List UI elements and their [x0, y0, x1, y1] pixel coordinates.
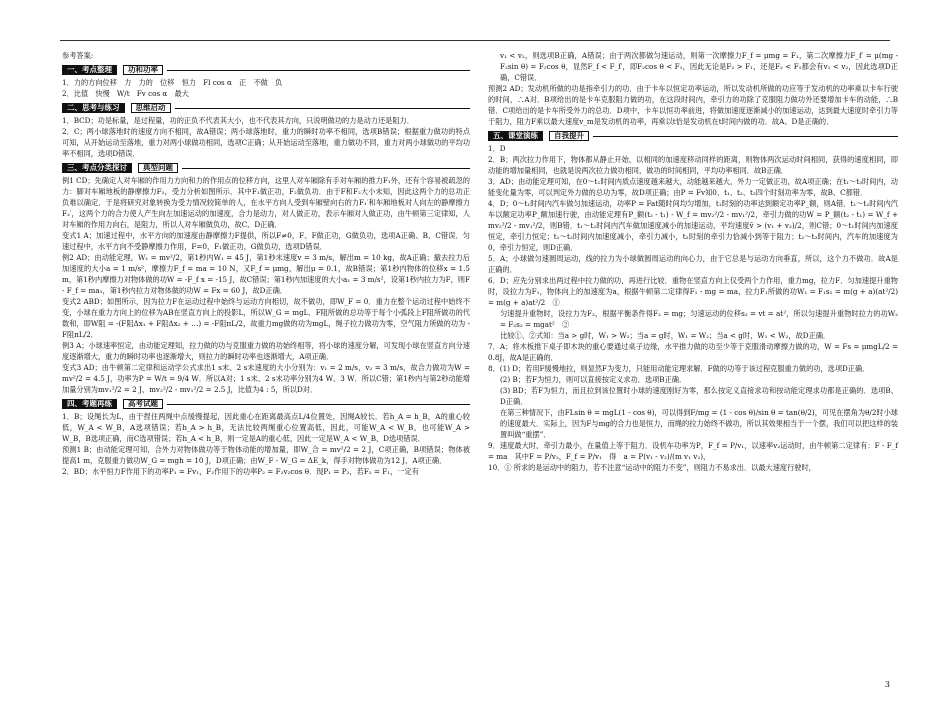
right-column: [488, 50, 898, 473]
section-5-topic: 自我提升: [549, 131, 589, 141]
paragraph: 1．D: [488, 144, 506, 153]
section-rule: [175, 108, 471, 109]
paragraph: 8．(1) D；若用F缓慢地拉，则显然F为变力，只能用动能定理求解．F做的功等于该过程克服重力做的功，选项D正确．: [488, 364, 870, 373]
paragraph: 预测2 AD；发动机所做的功是指牵引力的功．由于卡车以恒定功率运动，所以发动机所做的功应等于发动机的功率乘以卡车行驶的时间，∴A对．B项给出的是卡车克服阻力做的功，在这段时间内，牵引力的功除了克服阻力做功外还要增加卡车的动能，∴B错．C项给出的是卡车所受外力的总功．D项中，卡车以恒功率前进，将做加速度逐渐减小的加速运动，达到最大速度时牵引力等于阻力，阻力F乘以最大速度v_m是发动机的功率，再乘以t恰是发动机在t时间内做的功．故A、D是正确的．: [488, 84, 898, 126]
paragraph: 匀速提升重物时，设拉力为F₂，根据平衡条件得F₂ = mg；匀速运动的位移s₂ = vt = at²，所以匀速提升重物时拉力的功W₂ = F₂s₂ = mgat² ②: [500, 309, 898, 329]
paragraph: 10．① 所求的是运动中的阻力，若不注意“运动中的阻力不变”，则阻力不易求出．以最大速度行驶时，: [488, 463, 816, 472]
section-3-topic: 典型问题: [138, 163, 178, 173]
paragraph: 变式3 AD；由牛顿第二定律和运动学公式求出1 s末、2 s末速度的大小分别为：v₁ = 2 m/s，v₂ = 3 m/s，故合力做功为W = mv²/2 = 4.5 J，功率为P = W/t = 9/4 W．所以A对；1 s末、2 s末功率分别为4 W、3 W．所以C错；第1秒内与第2秒动能增加量分别为mv₁²/2 = 2 J、mv₂²/2 - mv₁²/2 = 2.5 J，比值为4 : 5，所以D对．: [62, 363, 470, 394]
top-rule: [60, 40, 890, 41]
paragraph: 3．AD；由动能定理可知，在0～t₁时间内质点速度越来越大，动能越来越大，外力一定做正功，故A项正确；在t₁～t₃时间内，动能变化量为零，可以判定外力做的总功为零，故D项正确；由P = Fv知0、t₁、t₂、t₃四个时刻功率为零，故B、C都错．: [488, 177, 898, 197]
section-2-topic: 思维启动: [131, 103, 171, 113]
paragraph: 比较①、②式知：当a > g时，W₁ > W₂；当a = g时，W₁ = W₂；当a < g时，W₁ < W₂，故D正确．: [500, 331, 831, 340]
section-1-topic: 功和功率: [123, 65, 163, 75]
paragraph: 2．比值 快慢 W/t Fv cos α 最大: [62, 89, 189, 98]
section-rule: [593, 136, 898, 137]
paragraph: 2．B；两次拉力作用下，物体都从静止开始，以相同的加速度移动同样的距离，则物体两次运动时间相同，获得的速度相同，即动能的增加量相同，也就是说两次拉力做功相同，做功的时间相同，平均功率相同．故B正确．: [488, 155, 898, 175]
answers-title: 参考答案:: [62, 51, 94, 60]
section-2-heading: [62, 103, 470, 113]
section-3-heading: [62, 163, 470, 173]
paragraph: 5．A；小球做匀速圆周运动，线的拉力为小球做圆周运动的向心力，由于它总是与运动方向垂直，所以，这个力不做功．故A是正确的．: [488, 254, 898, 274]
paragraph: 6．D；应先分别求出两过程中拉力做的功，再进行比较．重物在竖直方向上仅受两个力作用，重力mg，拉力F．匀加速提升重物时，设拉力为F₁，物体向上的加速度为a，根据牛顿第二定律得F₁ - mg = ma，拉力F₁所做的功W₁ = F₁s₁ = m(g + a)(at²/2) = m(g + a)at²/2 ①: [488, 276, 898, 307]
paragraph: 例1 CD；先确定人对车厢的作用力方向和力的作用点的位移方向，这里人对车厢除有手对车厢的推力F₁外，还有个容易被疏忽的力：脚对车厢地板的静摩擦力F₂，受力分析如图所示．其中F₁做正功，F₂做负功．由于F和F₂大小未知，因此这两个力的总功正负难以确定．于是将研究对象转换为受力情况较简单的人，在水平方向人受到车厢壁向右的力F₁′和车厢地板对人向左的静摩擦力F₂′，这两个力的合力使人产生向左加速运动的加速度，合力是动力，对人做正功，表示车厢对人做正功，由牛顿第三定律知，人对车厢的作用力向右，是阻力，所以人对车厢做负功，故C、D正确．: [62, 176, 470, 229]
section-rule: [167, 70, 470, 71]
paragraph: 7．A；将木板推下桌子即木块的重心要通过桌子边缘，水平推力做的功至少等于克服滑动摩擦力做的功，W = Fs = μmgL/2 = 0.8J，故A是正确的．: [488, 342, 898, 362]
paragraph: 1．B；设绳长为L，由于捏住两绳中点缓慢提起，因此重心在距离最高点L/4位置处，因绳A较长．若h_A = h_B，A的重心较低，W_A < W_B，A选项错误；若h_A > h_B，无法比较两绳重心位置高低，因此，可能W_A < W_B，也可能W_A > W_B，B选项正确，而C选项错误；若h_A < h_B，则一定是A的重心低，因此一定是W_A < W_B，D选项错误．: [62, 412, 470, 443]
paragraph: 例3 A；小球速率恒定，由动能定理知，拉力做的功与克服重力做的功始终相等，将小球的速度分解，可发现小球在竖直方向分速度逐渐增大，重力的瞬时功率也逐渐增大，则拉力的瞬时功率也逐渐增大，A项正确．: [62, 341, 470, 361]
paragraph: 2．C；两小球落地时的速度方向不相同，故A错误；两小球落地时，重力的瞬时功率不相同，选项B错误；根据重力做功的特点可知，从开始运动至落地，重力对两小球做功相同，选项C正确；从开始运动至落地，重力做功不同，重力对两小球做功的平均功率不相同，选项D错误．: [62, 127, 471, 158]
paragraph: 1．BCD；功是标量，是过程量，功的正负不代表其大小，也不代表其方向，只说明做功的力是动力还是阻力．: [62, 116, 414, 125]
section-1-heading: [62, 65, 470, 75]
paragraph: 预测1 B；由动能定理可知，合外力对物体做功等于物体动能的增加量，即W_合 = mv²/2 = 2 J，C项正确，B项错误；物体被提高1 m，克服重力做功W_G = mgh = 10 J，D项正确；由W_F - W_G = ΔE_k，得手对物体做功为12 J，A项正确．: [62, 445, 470, 465]
paragraph: v₁ < v₂，则选项B正确，A错误；由于两次都做匀速运动，则第一次摩擦力F_f = μmg = F₁，第二次摩擦力F_f′ = μ(mg - F₂sin θ) = F₂cos θ，显然F_f < F_f′，即F₂cos θ < F₁，因此无论是F₂ > F₁，还是F₂ < F₁都会有v₁ < v₂，因此选项D正确，C错误．: [500, 51, 898, 82]
section-5-label: 五、课堂演练: [488, 131, 543, 141]
paragraph: 2．BD；水平恒力F作用下的功率P₁ = Fv₁，F₂作用下的功率P₂ = F₂v₂cos θ．现P₁ = P₂，若F₂ = F₁，一定有: [62, 467, 419, 476]
section-3-label: 三、考点分类探讨: [62, 163, 132, 173]
paragraph: (3) BD；若F为恒力，而且拉到该位置时小球的速度刚好为零，那么按定义直接求功和按动能定理求功都是正确的．选项B、D正确．: [500, 386, 898, 406]
section-rule: [182, 168, 470, 169]
section-4-heading: [62, 399, 470, 409]
page-number: 3: [884, 680, 890, 689]
section-2-label: 二、思考与练习: [62, 103, 125, 113]
paragraph: 1．力的方向位移 力 力的 位移 恒力 Fl cos α 正 不做 负: [62, 78, 283, 87]
section-rule: [167, 404, 470, 405]
section-4-label: 四、考题再练: [62, 399, 117, 409]
paragraph: 9．速度最大时，牵引力最小，在量值上等于阻力．设机车功率为P，F_f = P/v₁，以速率v₂运动时，由牛顿第二定律有：F - F_f = ma 其中F = P/v₂，F_f = P/v₁ 得 a = P(v₁ - v₂)/(m v₁ v₂)，: [488, 441, 898, 461]
left-column: [62, 50, 470, 477]
paragraph: 在第三种情况下，由FLsin θ = mgL(1 - cos θ)，可以得到F/mg = (1 - cos θ)/sin θ = tan(θ/2)，可见在摆角为θ/2时小球的速度最大．实际上，因为F与mg的合力也是恒力，而绳的拉力始终不做功，所以其效果相当于一个摆，我们可以把这样的装置叫做“重摆”．: [500, 408, 898, 439]
paragraph: 4．D；0～t₁时间内汽车做匀加速运动，功率P = Fat随时间均匀增加，t₁时刻的功率达到额定功率P_额，则A错．t₁～t₂时间内汽车以额定功率P_额加速行驶，由动能定理有P_额(t₂ - t₁) - W_f = mv₂²/2 - mv₁²/2，牵引力做的功W = P_额(t₂ - t₁) = W_f + mv₂²/2 - mv₁²/2，则B错．t₁～t₂时间内汽车做加速度减小的加速运动，平均速度v̄ > (v₁ + v₂)/2，则C错；0～t₁时间内加速度恒定，牵引力恒定；t₁～t₂时间内加速度减小，牵引力减小，t₂时刻的牵引力恰减小到等于阻力；t₂～t₃时间内，汽车的加速度为0，牵引力恒定，则D正确．: [488, 199, 898, 252]
paragraph: 例2 AD；由动能定理，W₁ = mv²/2，第1秒内W₁ = 45 J，第1秒末速度v = 3 m/s，解出m = 10 kg，故A正确；撤去拉力后加速度的大小a = 1 m/s²，摩擦力F_f = ma = 10 N，又F_f = μmg，解出μ = 0.1，故B错误；第1秒内物体的位移x = 1.5 m，第1秒内摩擦力对物体做的功W = -F_f x = -15 J，故C错误；第1秒内加速度的大小a₁ = 3 m/s²，设第1秒内拉力为F，则F - F_f = ma₁，第1秒内拉力对物体做的功W = Fx = 60 J，故D正确．: [62, 253, 470, 295]
paragraph: (2) B；若F为恒力，则可以直接按定义求功．选项B正确．: [500, 375, 687, 384]
section-1-label: 一、考点整理: [62, 65, 117, 75]
paragraph: 变式2 ABD；如图所示，因为拉力F在运动过程中始终与运动方向相切，故不做功，即W_F = 0．重力在整个运动过程中始终不变，小球在重力方向上的位移为AB在竖直方向上的投影L，所以W_G = mgL．F阻所做的总功等于每个小弧段上F阻所做功的代数和，即W阻 = -(F阻Δx₁ + F阻Δx₂ + …) = -F阻πL/2，故重力mg做的功为mgL，绳子拉力做功为零，空气阻力所做的功为 -F阻πL/2．: [62, 297, 470, 339]
paragraph: 变式1 A；加速过程中，水平方向的加速度由静摩擦力F提供，所以F≠0，F、F做正功，G做负功，选项A正确、B、C错误．匀速过程中，水平方向不受静摩擦力作用，F=0，F₁做正功，G做负功，选项D错误．: [62, 231, 470, 251]
section-5-heading: [488, 131, 898, 141]
section-4-topic: 高考试题: [123, 399, 163, 409]
